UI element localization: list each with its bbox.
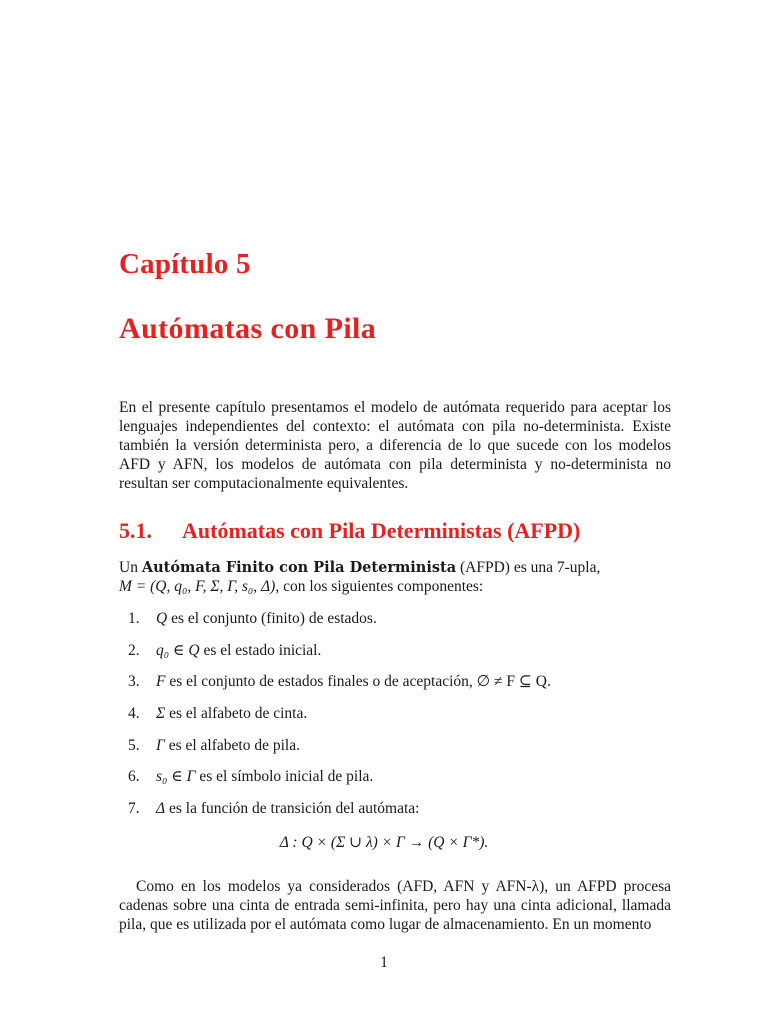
closing-paragraph: Como en los modelos ya considerados (AFD, AFN y AFN-λ), un AFPD procesa cadenas sobre una cinta de entrada semi-infinita, pero hay una cinta adicional, llamada pila, que es utilizada por el autómata como lugar de almacenamiento. En un momento (119, 878, 671, 933)
page-number: 1 (380, 954, 388, 971)
list-item-math: Q (156, 610, 168, 627)
list-item-number: 5. (128, 736, 140, 754)
list-item-text: es el estado inicial. (199, 641, 322, 659)
section-heading (119, 518, 580, 544)
components-list (119, 609, 671, 831)
chapter-label: Capítulo 5 (119, 248, 251, 280)
transition-equation: Δ : Q × (Σ ∪ λ) × Γ → (Q × Γ*). (279, 834, 489, 851)
list-item-math: F (156, 673, 166, 691)
definition-term: Autómata Finito con Pila Determinista (141, 559, 457, 576)
list-item (119, 641, 671, 673)
list-item-number: 7. (128, 800, 140, 818)
list-item-math: Γ (156, 736, 165, 754)
list-item (119, 736, 671, 768)
chapter-title: Autómatas con Pila (119, 312, 377, 345)
list-item (119, 767, 671, 799)
list-item (119, 799, 671, 831)
list-item-math: s₀ ∈ Γ (156, 768, 196, 786)
list-item-math: q₀ ∈ Q (156, 641, 200, 659)
list-item-number: 6. (128, 768, 140, 786)
definition-middle: (AFPD) es una 7-upla, (456, 559, 601, 576)
list-item (119, 672, 671, 704)
definition-tuple: M = (Q, q₀, F, Σ, Γ, s₀, Δ) (119, 578, 276, 595)
list-item-math: Σ (156, 705, 166, 723)
list-item-math: Δ (156, 800, 166, 818)
list-item-text: es el conjunto (finito) de estados. (167, 610, 377, 627)
list-item (119, 704, 671, 736)
list-item-number: 1. (128, 610, 140, 627)
list-item-number: 2. (128, 641, 140, 659)
list-item-number: 4. (128, 705, 140, 723)
list-item-text: es el alfabeto de pila. (164, 736, 300, 754)
intro-paragraph: En el presente capítulo presentamos el modelo de autómata requerido para aceptar los lenguajes independientes del contexto: el autómata con pila no-determinista. Existe también la versión determinista pero, a diferencia de lo que sucede con los modelos AFD y AFN, los modelos de autómata con pila determinista y no-determinista no resultan ser computacionalmente equivalentes. (119, 399, 671, 492)
list-item-text: es el alfabeto de cinta. (165, 705, 308, 723)
list-item-text: es el conjunto de estados finales o de aceptación, ∅ ≠ F ⊆ Q. (165, 673, 551, 691)
definition-suffix: , con los siguientes componentes: (275, 578, 484, 595)
list-item-text: es el símbolo inicial de pila. (195, 768, 374, 786)
section-title: Autómatas con Pila Deterministas (AFPD) (182, 518, 581, 543)
definition-prefix: Un (119, 559, 142, 576)
list-item-text: es la función de transición del autómata: (165, 800, 420, 818)
definition-paragraph (119, 558, 671, 596)
list-item (119, 609, 671, 641)
section-number: 5.1. (119, 518, 152, 543)
list-item-number: 3. (128, 673, 140, 691)
